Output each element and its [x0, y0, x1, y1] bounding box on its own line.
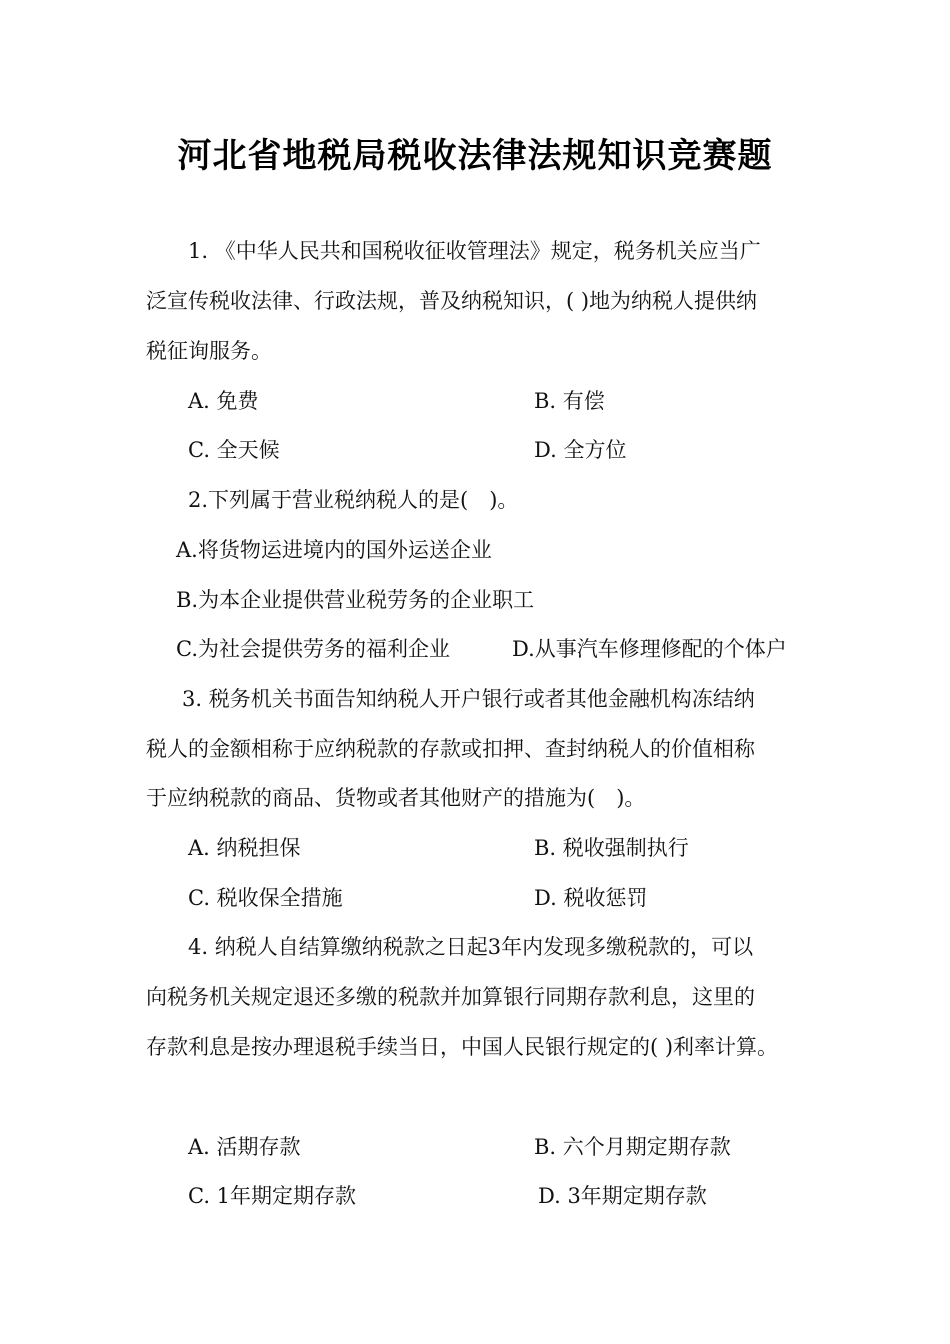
question-4-stem-line-1: 4. 纳税人自结算缴纳税款之日起3年内发现多缴税款的，可以 — [188, 935, 754, 959]
question-3-option-d: D. 税收惩罚 — [534, 886, 648, 910]
question-4-option-a: A. 活期存款 — [188, 1135, 301, 1159]
question-4-stem-line-3: 存款利息是按办理退税手续当日，中国人民银行规定的( )利率计算。 — [146, 1035, 779, 1059]
question-4-option-c: C. 1年期定期存款 — [188, 1184, 357, 1208]
question-4-option-b: B. 六个月期定期存款 — [534, 1135, 731, 1159]
question-2-option-a: A.将货物运进境内的国外运送企业 — [176, 538, 492, 562]
question-1-stem-line-2: 泛宣传税收法律、行政法规，普及纳税知识，( )地为纳税人提供纳 — [146, 289, 758, 313]
question-3-stem-line-3: 于应纳税款的商品、货物或者其他财产的措施为( )。 — [146, 786, 646, 810]
question-4-option-d: D. 3年期定期存款 — [538, 1184, 707, 1208]
question-3-option-a: A. 纳税担保 — [188, 836, 301, 860]
question-3-stem-line-1: 3. 税务机关书面告知纳税人开户银行或者其他金融机构冻结纳 — [182, 687, 755, 711]
question-1-option-d: D. 全方位 — [534, 438, 627, 462]
question-2-option-d: D.从事汽车修理修配的个体户 — [512, 637, 787, 661]
question-2-option-c: C.为社会提供劳务的福利企业 — [176, 637, 450, 661]
question-1-option-a: A. 免费 — [188, 389, 259, 413]
question-3-stem-line-2: 税人的金额相称于应纳税款的存款或扣押、查封纳税人的价值相称 — [146, 737, 755, 761]
question-3-option-c: C. 税收保全措施 — [188, 886, 343, 910]
question-1-option-c: C. 全天候 — [188, 438, 280, 462]
question-2-stem: 2.下列属于营业税纳税人的是( )。 — [188, 488, 519, 512]
question-4-stem-line-2: 向税务机关规定退还多缴的税款并加算银行同期存款利息，这里的 — [146, 985, 755, 1009]
question-1-stem-line-3: 税征询服务。 — [146, 339, 272, 363]
question-1-stem-line-1: 1. 《中华人民共和国税收征收管理法》规定，税务机关应当广 — [188, 239, 761, 263]
document-title: 河北省地税局税收法律法规知识竞赛题 — [177, 136, 773, 176]
question-2-option-b: B.为本企业提供营业税劳务的企业职工 — [176, 588, 535, 612]
question-1-option-b: B. 有偿 — [534, 389, 605, 413]
question-3-option-b: B. 税收强制执行 — [534, 836, 689, 860]
